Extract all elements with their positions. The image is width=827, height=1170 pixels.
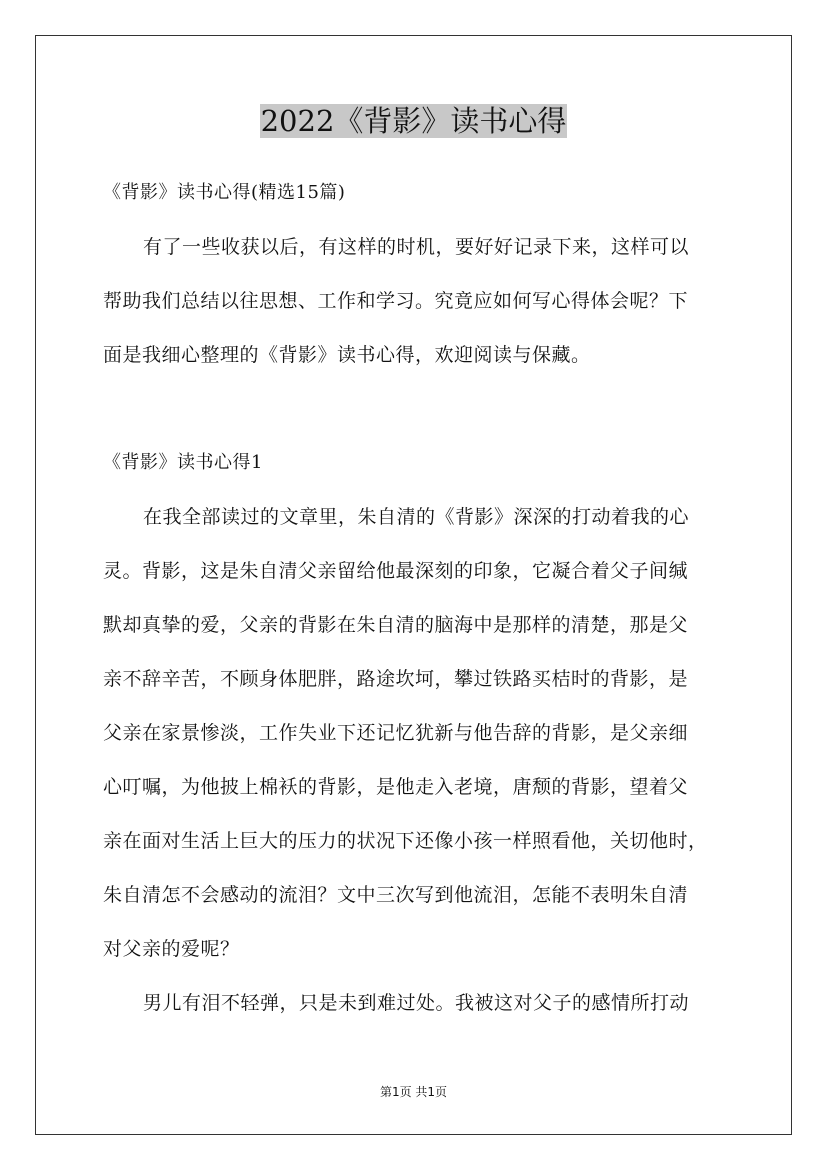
paragraph-line: 默却真挚的爱，父亲的背影在朱自清的脑海中是那样的清楚，那是父: [103, 614, 689, 636]
section-heading: 《背影》读书心得1: [103, 452, 263, 473]
paragraph-line: 朱自清怎不会感动的流泪？文中三次写到他流泪，怎能不表明朱自清: [103, 884, 689, 906]
paragraph-line: 心叮嘱，为他披上棉袄的背影，是他走入老境，唐颓的背影，望着父: [103, 776, 689, 798]
document-title: 2022《背影》读书心得: [260, 104, 567, 138]
intro-line: 有了一些收获以后，有这样的时机，要好好记录下来，这样可以: [143, 236, 690, 258]
paragraph-line: 在我全部读过的文章里，朱自清的《背影》深深的打动着我的心: [143, 506, 690, 528]
page-footer: 第1页 共1页: [379, 1085, 448, 1099]
paragraph-line: 亲不辞辛苦，不顾身体肥胖，路途坎坷，攀过铁路买桔时的背影，是: [103, 668, 689, 690]
intro-line: 面是我细心整理的《背影》读书心得，欢迎阅读与保藏。: [103, 344, 591, 366]
paragraph-line: 亲在面对生活上巨大的压力的状况下还像小孩一样照看他，关切他时，: [103, 830, 708, 852]
paragraph-line: 灵。背影，这是朱自清父亲留给他最深刻的印象，它凝合着父子间缄: [103, 560, 689, 582]
document-subtitle: 《背影》读书心得(精选15篇): [103, 182, 346, 203]
paragraph-line: 父亲在家景惨淡，工作失业下还记忆犹新与他告辞的背影，是父亲细: [103, 722, 689, 744]
paragraph-line: 对父亲的爱呢？: [103, 938, 240, 960]
intro-line: 帮助我们总结以往思想、工作和学习。究竟应如何写心得体会呢？下: [103, 290, 689, 312]
paragraph-line: 男儿有泪不轻弹，只是未到难过处。我被这对父子的感情所打动: [143, 992, 690, 1014]
